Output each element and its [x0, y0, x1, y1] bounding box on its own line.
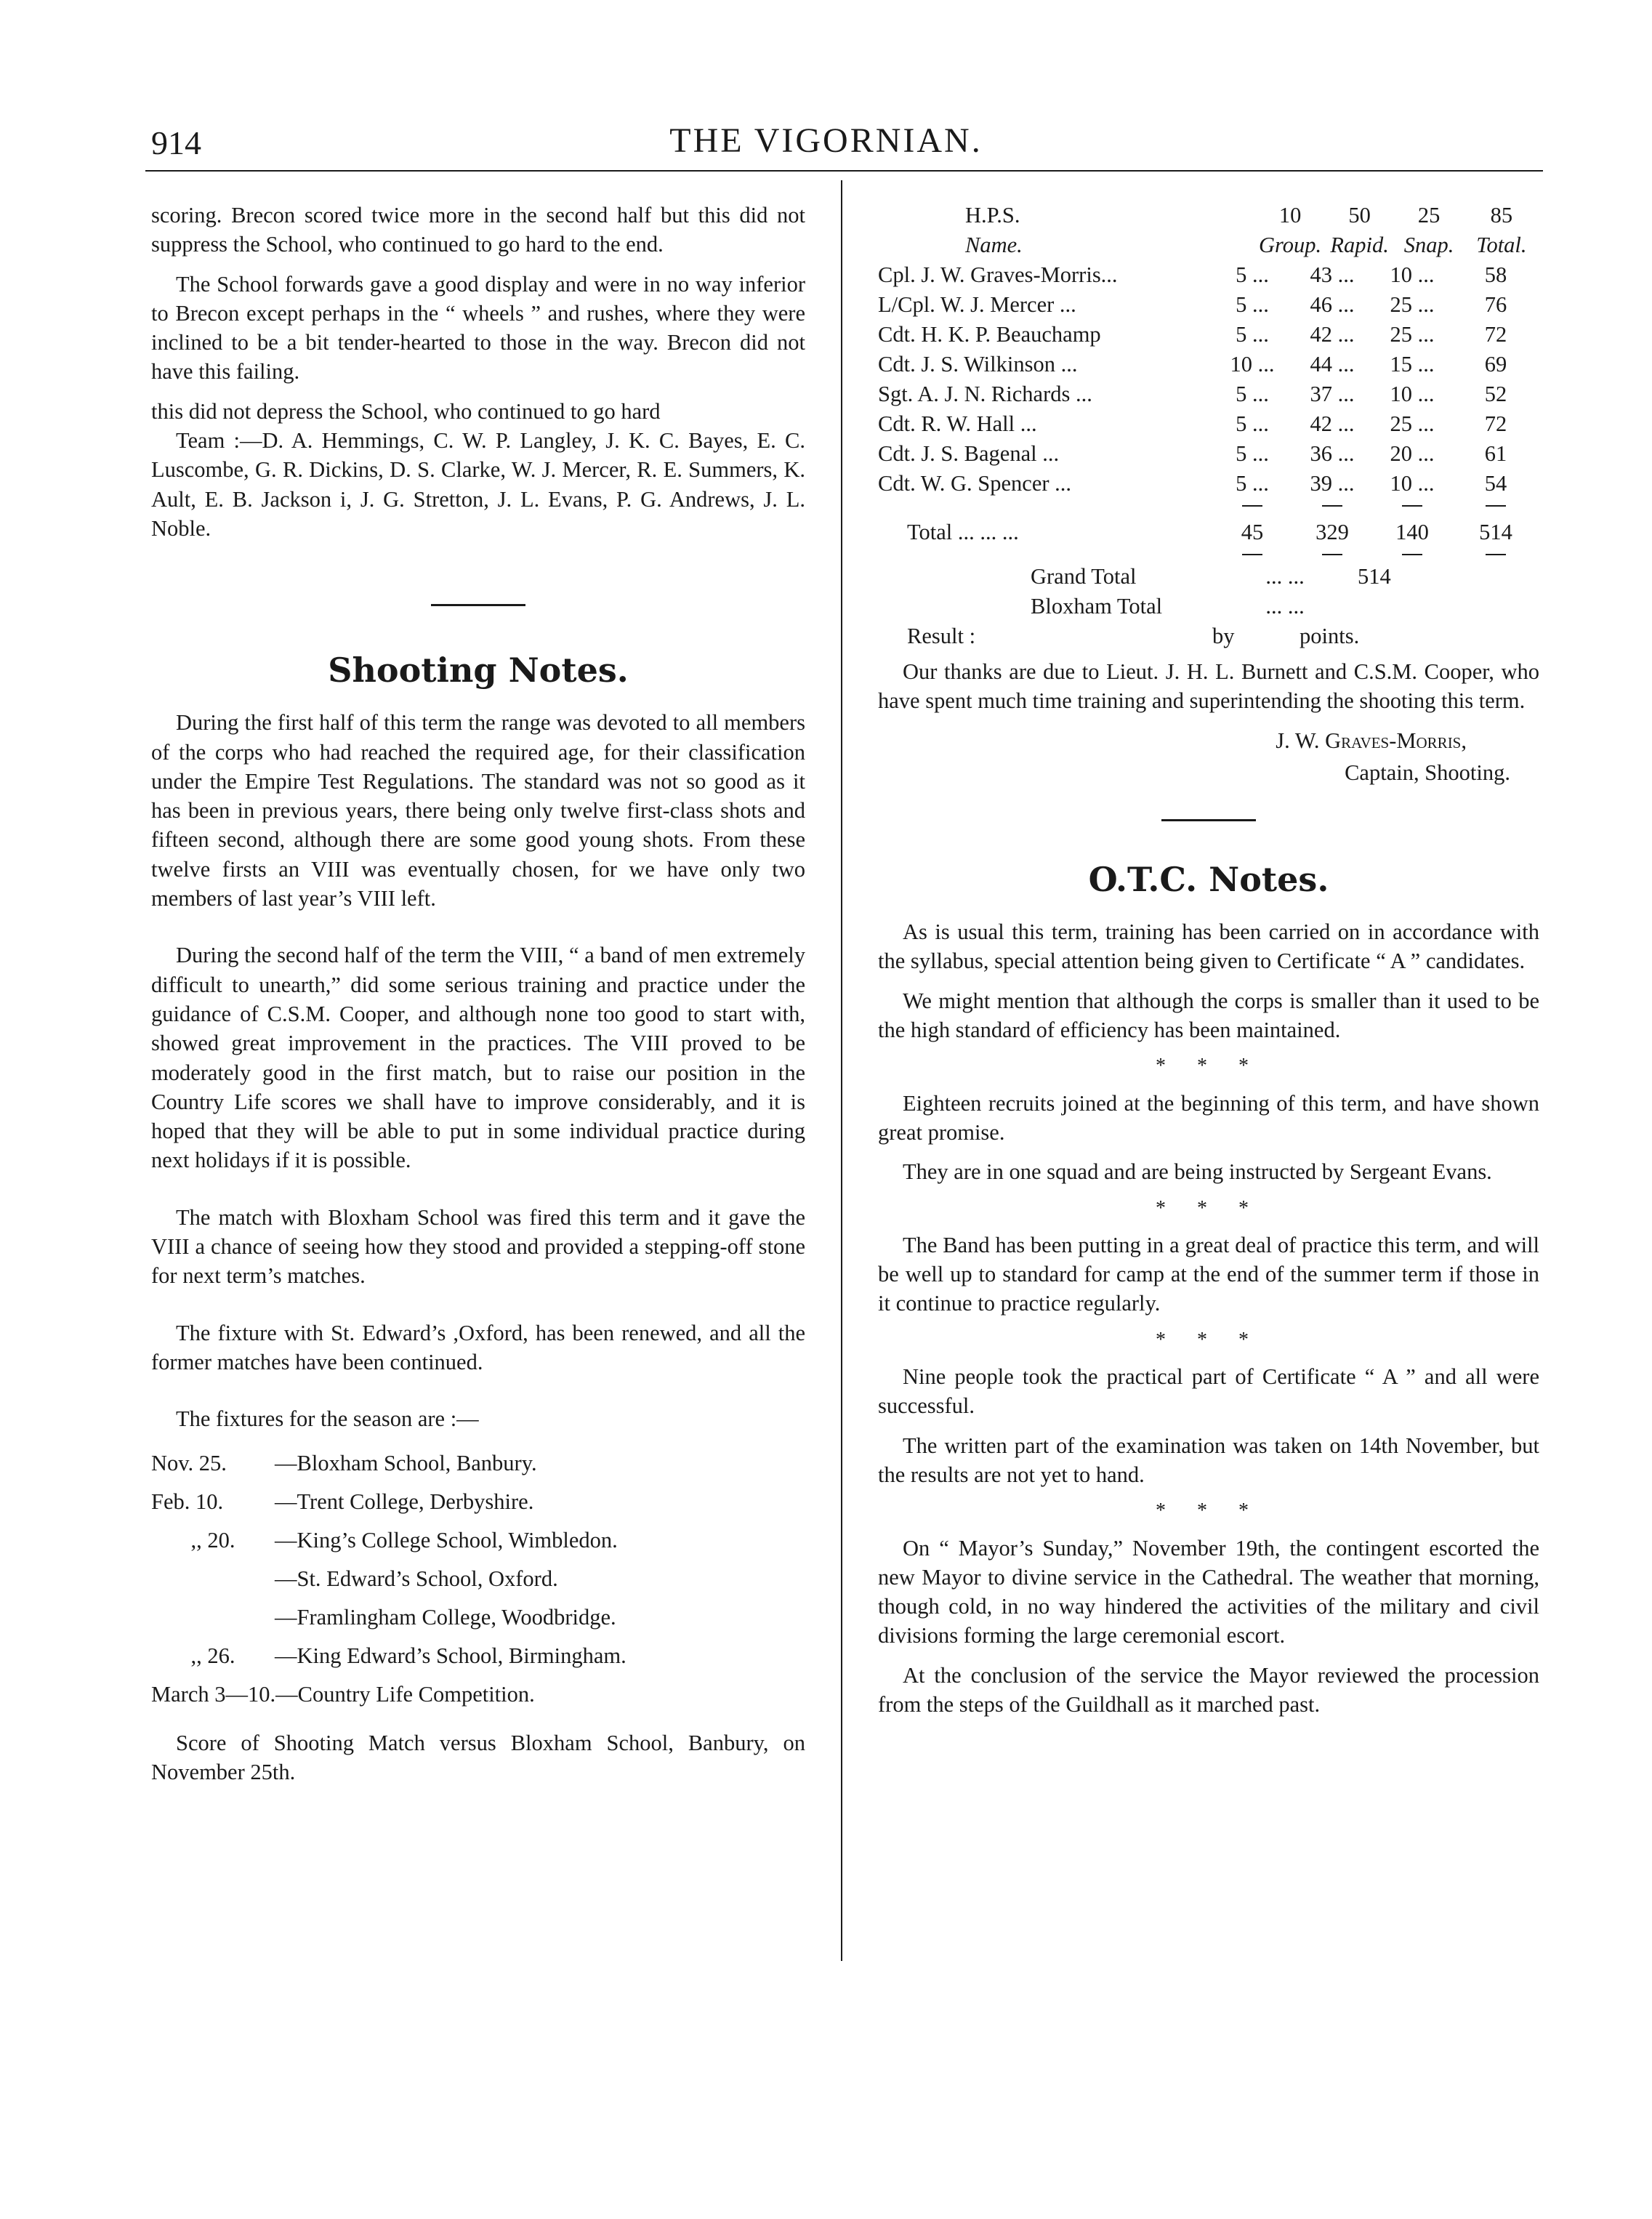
- score-cell: 72: [1484, 322, 1507, 347]
- fixture-text: —Framlingham College, Woodbridge.: [275, 1604, 616, 1630]
- score-cell: 25 ...: [1390, 411, 1435, 437]
- dash-rule: [1402, 554, 1422, 555]
- table-row: [878, 290, 1539, 320]
- score-cell: 25 ...: [1390, 322, 1435, 347]
- left-column: [151, 201, 805, 1797]
- fixture-row: [151, 1444, 805, 1483]
- signature-role: Captain, Shooting.: [1345, 760, 1510, 785]
- name-cell: Cdt. W. G. Spencer ...: [878, 471, 1072, 496]
- score-cell: 25 ...: [1390, 292, 1435, 318]
- fixtures-intro: The fixtures for the season are :—: [176, 1406, 479, 1432]
- score-cell: 36 ...: [1310, 441, 1355, 467]
- page-number: 914: [151, 124, 201, 161]
- fixture-text: —Bloxham School, Banbury.: [275, 1450, 537, 1475]
- score-cell: 43 ...: [1310, 262, 1355, 288]
- name-cell: L/Cpl. W. J. Mercer ...: [878, 292, 1076, 318]
- fixture-text: —Trent College, Derbyshire.: [275, 1489, 534, 1514]
- grand-total-value: 514: [1358, 564, 1391, 589]
- score-cell: 10 ...: [1390, 471, 1435, 496]
- paragraph: Nine people took the practical part of Certificate “ A ” and all were successful.: [878, 1364, 1539, 1419]
- score-cell: 42 ...: [1310, 322, 1355, 347]
- score-cell: 54: [1484, 471, 1507, 496]
- score-cell: 37 ...: [1310, 382, 1355, 407]
- score-cell: 15 ...: [1390, 352, 1435, 377]
- grand-total-dots: ... ...: [1265, 564, 1305, 589]
- section-divider: [431, 604, 525, 606]
- table-row: [878, 469, 1539, 499]
- header-cell: 10: [1278, 203, 1302, 228]
- grand-total-label: Grand Total: [1031, 564, 1137, 589]
- bloxham-total-label: Bloxham Total: [1031, 594, 1163, 619]
- paragraph: During the first half of this term the range was devoted to all members of the corps who had reached the required age, for their classification under the Empire Test Regulations. The standard was not so good as it has been in previous years, there being only twelve first-class shots and fifteen second, although there are some good young shots. From these twelve firsts an VIII was eventually chosen, for we have only two members of last year’s VIII left.: [151, 710, 805, 911]
- total-cell: 45: [1241, 520, 1264, 545]
- section-divider: [1161, 819, 1256, 821]
- fixture-date: ,, 26.: [190, 1643, 235, 1668]
- table-row: [878, 439, 1539, 469]
- score-cell: 42 ...: [1310, 411, 1355, 437]
- name-cell: Cdt. J. S. Bagenal ...: [878, 441, 1060, 467]
- fixture-row: [151, 1675, 805, 1714]
- total-label: Total ... ... ...: [907, 520, 1019, 545]
- paragraph: They are in one squad and are being instructed by Sergeant Evans.: [903, 1159, 1492, 1185]
- header-cell: Total.: [1476, 233, 1527, 258]
- dash-rule: [1242, 554, 1262, 555]
- fixtures-list: [151, 1444, 805, 1714]
- paragraph: The School forwards gave a good display and were in no way inferior to Brecon except perhaps in the “ wheels ” and rushes, where they were inclined to be a bit tender-hearted to those in the way. Brecon did not have this failing.: [151, 271, 805, 384]
- score-cell: 5 ...: [1236, 262, 1269, 288]
- result-by: by: [1212, 624, 1235, 649]
- result-row: [878, 621, 1539, 651]
- section-stars: * * *: [1156, 1499, 1262, 1523]
- score-cell: 5 ...: [1236, 441, 1269, 467]
- rule-row: [878, 547, 1539, 562]
- table-row: [878, 409, 1539, 439]
- fixture-date: March 3: [151, 1681, 226, 1707]
- score-cell: 52: [1484, 382, 1507, 407]
- header-cell: Name.: [965, 233, 1023, 258]
- paragraph: scoring. Brecon scored twice more in the second half but this did not suppress the School, who continued to go hard to the end.: [151, 203, 805, 257]
- score-cell: 5 ...: [1236, 322, 1269, 347]
- total-cell: 514: [1479, 520, 1512, 545]
- fixture-date: Nov. 25.: [151, 1450, 227, 1475]
- paragraph: Eighteen recruits joined at the beginning of this term, and have shown great promise.: [878, 1090, 1539, 1145]
- paragraph: The fixture with St. Edward’s ,Oxford, has been renewed, and all the former matches have been continued.: [151, 1320, 805, 1374]
- score-cell: 39 ...: [1310, 471, 1355, 496]
- fixture-row: [151, 1637, 805, 1675]
- result-label: Result :: [907, 624, 976, 649]
- total-row: [878, 518, 1539, 547]
- score-cell: 69: [1484, 352, 1507, 377]
- section-stars: * * *: [1156, 1196, 1262, 1220]
- score-cell: 72: [1484, 411, 1507, 437]
- total-cell: 329: [1315, 520, 1349, 545]
- name-cell: Cdt. J. S. Wilkinson ...: [878, 352, 1078, 377]
- paragraph: The match with Bloxham School was fired this term and it gave the VIII a chance of seeing how they stood and provided a stepping-off stone for next term’s matches.: [151, 1204, 805, 1289]
- shooting-notes-title: Shooting Notes.: [328, 651, 629, 690]
- paragraph: this did not depress the School, who continued to go hard: [151, 398, 661, 424]
- paragraph: During the second half of the term the VIII, “ a band of men extremely difficult to unearth,” did some serious training and practice under the guidance of C.S.M. Cooper, and although none too good to start with, showed great improvement in the practices. The VIII proved to be moderately good in the first match, but to raise our position in the Country Life scores we shall have to improve considerably, and it is hoped that they will be able to put in some individual practice during next holidays if it is possible.: [151, 943, 805, 1173]
- right-column: [878, 201, 1539, 1729]
- fixture-row: [151, 1560, 805, 1598]
- bloxham-total-row: [878, 592, 1539, 621]
- table-row: [878, 350, 1539, 379]
- header-cell: 85: [1490, 203, 1513, 228]
- dash-rule: [1402, 505, 1422, 507]
- score-cell: 5 ...: [1236, 471, 1269, 496]
- fixture-text: —St. Edward’s School, Oxford.: [275, 1566, 558, 1591]
- dash-rule: [1486, 554, 1506, 555]
- column-divider: [841, 180, 842, 1961]
- score-cell: 58: [1484, 262, 1507, 288]
- table-row: [878, 379, 1539, 409]
- score-cell: 10 ...: [1230, 352, 1275, 377]
- header-cell: Group.: [1259, 233, 1322, 258]
- name-cell: Cpl. J. W. Graves-Morris...: [878, 262, 1118, 288]
- paragraph: The Band has been putting in a great deal of practice this term, and will be well up to standard for camp at the end of the summer term if those in it continue to practice regularly.: [878, 1232, 1539, 1316]
- header-cell: Rapid.: [1330, 233, 1389, 258]
- result-points: points.: [1300, 624, 1360, 649]
- dash-rule: [1322, 554, 1342, 555]
- table-row: [878, 320, 1539, 350]
- score-cell: 10 ...: [1390, 262, 1435, 288]
- score-cell: 5 ...: [1236, 292, 1269, 318]
- table-header-row: [878, 201, 1539, 230]
- score-cell: 61: [1484, 441, 1507, 467]
- signature-name: [878, 726, 1539, 755]
- score-intro: Score of Shooting Match versus Bloxham School, Banbury, on November 25th.: [151, 1730, 805, 1784]
- paragraph: As is usual this term, training has been carried on in accordance with the syllabus, special attention being given to Certificate “ A ” candidates.: [878, 919, 1539, 974]
- fixture-text: —King’s College School, Wimbledon.: [275, 1527, 618, 1553]
- dash-rule: [1322, 505, 1342, 507]
- section-stars: * * *: [1156, 1328, 1262, 1351]
- dash-rule: [1242, 505, 1262, 507]
- rule-row: [878, 499, 1539, 513]
- team-list: Team :—D. A. Hemmings, C. W. P. Langley, J. K. C. Bayes, E. C. Luscombe, G. R. Dickins, D. S. Clarke, W. J. Mercer, R. E. Summers, K. Ault, E. B. Jackson i, J. G. Stretton, J. L. Evans, P. G. Andrews, J. L. Noble.: [151, 428, 805, 541]
- header-cell: Snap.: [1403, 233, 1454, 258]
- fixture-text: —10.—Country Life Competition.: [225, 1681, 535, 1707]
- score-cell: 46 ...: [1310, 292, 1355, 318]
- header-rule: [145, 170, 1543, 172]
- table-row: [878, 260, 1539, 290]
- score-cell: 76: [1484, 292, 1507, 318]
- name-cell: Cdt. R. W. Hall ...: [878, 411, 1037, 437]
- paragraph: On “ Mayor’s Sunday,” November 19th, the contingent escorted the new Mayor to divine service in the Cathedral. The weather that morning, though cold, in no way hindered the activities of the military and civil divisions forming the large ceremonial escort.: [878, 1535, 1539, 1648]
- running-title: THE VIGORNIAN.: [669, 121, 983, 160]
- table-header-row: [878, 230, 1539, 260]
- header-cell: 25: [1417, 203, 1441, 228]
- section-stars: * * *: [1156, 1055, 1262, 1078]
- score-cell: 20 ...: [1390, 441, 1435, 467]
- fixture-row: [151, 1521, 805, 1560]
- score-cell: 10 ...: [1390, 382, 1435, 407]
- fixture-date: ,, 20.: [190, 1527, 235, 1553]
- fixture-date: Feb. 10.: [151, 1489, 224, 1514]
- name-cell: Cdt. H. K. P. Beauchamp: [878, 322, 1101, 347]
- signature-name-text: J. W. Graves-Morris,: [1276, 728, 1467, 753]
- name-cell: Sgt. A. J. N. Richards ...: [878, 382, 1092, 407]
- header-cell: 50: [1348, 203, 1371, 228]
- score-table: [878, 201, 1539, 651]
- fixture-row: [151, 1483, 805, 1521]
- grand-total-row: [878, 562, 1539, 592]
- score-cell: 5 ...: [1236, 411, 1269, 437]
- score-cell: 5 ...: [1236, 382, 1269, 407]
- dash-rule: [1486, 505, 1506, 507]
- paragraph: Our thanks are due to Lieut. J. H. L. Burnett and C.S.M. Cooper, who have spent much time training and superintending the shooting this term.: [878, 659, 1539, 714]
- fixture-text: —King Edward’s School, Birmingham.: [275, 1643, 626, 1668]
- paragraph: The written part of the examination was taken on 14th November, but the results are not yet to hand.: [878, 1433, 1539, 1487]
- header-cell: H.P.S.: [965, 203, 1020, 228]
- total-cell: 140: [1395, 520, 1429, 545]
- paragraph: We might mention that although the corps is smaller than it used to be the high standard of efficiency has been maintained.: [878, 988, 1539, 1043]
- paragraph: At the conclusion of the service the Mayor reviewed the procession from the steps of the Guildhall as it marched past.: [878, 1662, 1539, 1717]
- score-cell: 44 ...: [1310, 352, 1355, 377]
- fixture-row: [151, 1598, 805, 1637]
- otc-notes-title: O.T.C. Notes.: [1088, 860, 1329, 900]
- bloxham-total-dots: ... ...: [1265, 594, 1305, 619]
